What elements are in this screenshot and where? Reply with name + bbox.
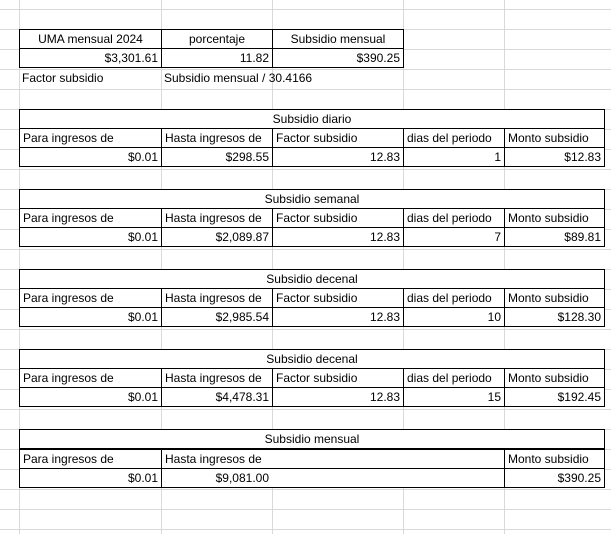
table-cell[interactable]: $0.01 [19, 387, 162, 407]
table-cell[interactable]: $390.25 [504, 468, 605, 488]
table-cell[interactable]: 10 [403, 307, 505, 327]
factor-formula-cell[interactable]: Subsidio mensual / 30.4166 [164, 71, 313, 85]
table-title[interactable]: Subsidio decenal [19, 349, 605, 369]
column-header[interactable]: dias del periodo [403, 368, 505, 388]
column-header[interactable]: Para ingresos de [19, 368, 162, 388]
column-header[interactable]: Factor subsidio [272, 128, 404, 148]
table-cell[interactable]: 12.83 [272, 227, 404, 247]
column-header[interactable]: Factor subsidio [272, 208, 404, 228]
table-cell[interactable]: $4,478.31 [161, 387, 273, 407]
column-header[interactable]: Hasta ingresos de [161, 288, 273, 308]
porcentaje-label-cell[interactable]: porcentaje [161, 29, 273, 49]
column-header[interactable]: Para ingresos de [19, 208, 162, 228]
subsidio-mensual-label-cell[interactable]: Subsidio mensual [272, 29, 404, 49]
porcentaje-value-cell[interactable]: 11.82 [161, 48, 273, 68]
column-header[interactable]: Para ingresos de [19, 288, 162, 308]
table-cell[interactable]: $0.01 [19, 147, 162, 167]
table-cell[interactable]: $0.01 [19, 307, 162, 327]
table-title[interactable]: Subsidio semanal [19, 189, 605, 209]
table-cell[interactable]: $128.30 [504, 307, 605, 327]
column-header[interactable]: Monto subsidio [504, 368, 605, 388]
column-header[interactable]: Para ingresos de [19, 128, 162, 148]
column-header[interactable]: Hasta ingresos de [161, 368, 273, 388]
table-cell[interactable] [272, 468, 504, 488]
table-title[interactable]: Subsidio decenal [19, 269, 605, 289]
table-cell[interactable]: $0.01 [19, 227, 162, 247]
column-header[interactable]: Monto subsidio [504, 208, 605, 228]
table-cell[interactable]: 12.83 [272, 147, 404, 167]
table-cell[interactable]: 12.83 [272, 307, 404, 327]
column-header[interactable]: Hasta ingresos de [161, 449, 273, 469]
column-header[interactable]: Factor subsidio [272, 368, 404, 388]
subsidio-mensual-value-cell[interactable]: $390.25 [272, 48, 404, 68]
table-title[interactable]: Subsidio diario [19, 109, 605, 129]
column-header[interactable]: Monto subsidio [504, 288, 605, 308]
column-header[interactable]: dias del periodo [403, 208, 505, 228]
table-cell[interactable]: $9,081.00 [161, 468, 273, 488]
table-title[interactable]: Subsidio mensual [19, 429, 605, 449]
table-cell[interactable]: $2,089.87 [161, 227, 273, 247]
uma-value-cell[interactable]: $3,301.61 [19, 48, 162, 68]
table-cell[interactable]: $0.01 [19, 468, 162, 488]
column-header[interactable]: Factor subsidio [272, 288, 404, 308]
table-cell[interactable]: $192.45 [504, 387, 605, 407]
factor-subsidio-label-cell[interactable]: Factor subsidio [22, 71, 104, 85]
table-cell[interactable]: $89.81 [504, 227, 605, 247]
table-cell[interactable]: $298.55 [161, 147, 273, 167]
column-header[interactable]: Hasta ingresos de [161, 208, 273, 228]
column-header[interactable]: Hasta ingresos de [161, 128, 273, 148]
table-cell[interactable]: $12.83 [504, 147, 605, 167]
table-cell[interactable]: 15 [403, 387, 505, 407]
column-header[interactable]: dias del periodo [403, 288, 505, 308]
table-cell[interactable]: 12.83 [272, 387, 404, 407]
column-header[interactable]: Para ingresos de [19, 449, 162, 469]
table-cell[interactable]: $2,985.54 [161, 307, 273, 327]
column-header[interactable]: dias del periodo [403, 128, 505, 148]
uma-label-cell[interactable]: UMA mensual 2024 [19, 29, 162, 49]
table-cell[interactable]: 1 [403, 147, 505, 167]
column-header[interactable] [272, 449, 504, 469]
column-header[interactable]: Monto subsidio [504, 449, 605, 469]
table-cell[interactable]: 7 [403, 227, 505, 247]
column-header[interactable]: Monto subsidio [504, 128, 605, 148]
